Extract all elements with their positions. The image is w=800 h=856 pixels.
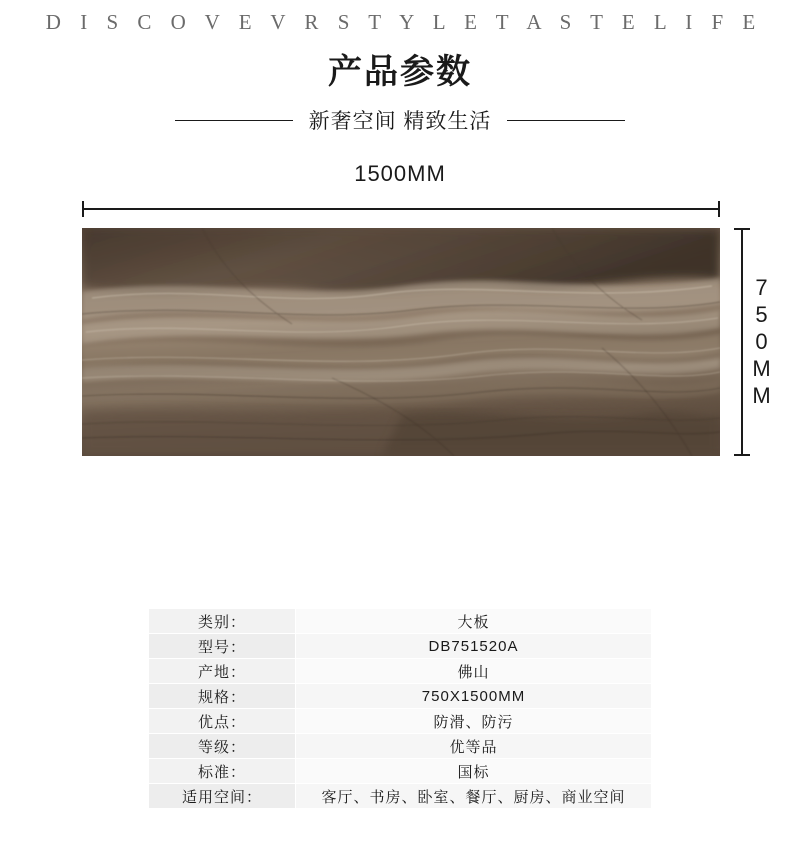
- table-row: [149, 759, 652, 784]
- spec-key: 规格：: [149, 684, 296, 709]
- spec-key: 适用空间：: [149, 784, 296, 809]
- spec-value: DB751520A: [296, 634, 652, 659]
- table-row: [149, 634, 652, 659]
- table-row: [149, 709, 652, 734]
- page-title: 产品参数: [328, 53, 472, 91]
- table-row: [149, 684, 652, 709]
- product-image: [82, 228, 720, 456]
- spec-value: 750X1500MM: [296, 684, 652, 709]
- heading-block: [0, 54, 800, 135]
- spec-table: [148, 608, 652, 809]
- spec-key: 等级：: [149, 734, 296, 759]
- width-dimension-label: 1500MM: [354, 161, 446, 187]
- spec-value: 大板: [296, 609, 652, 634]
- width-line: [82, 208, 720, 210]
- spec-key: 产地：: [149, 659, 296, 684]
- width-measure-bar: [82, 201, 720, 217]
- table-row: [149, 659, 652, 684]
- banner-tagline: D I S C O V E V R S T Y L E T A S T E L I F E: [45, 9, 763, 34]
- subtitle-divider-right: [507, 120, 625, 121]
- page-subtitle: 新奢空间 精致生活: [308, 110, 492, 134]
- spec-value: 优等品: [296, 734, 652, 759]
- height-cap-bottom: [734, 454, 750, 456]
- subtitle-divider-left: [175, 120, 293, 121]
- spec-key: 优点：: [149, 709, 296, 734]
- height-dimension-label: 750MM: [749, 275, 774, 411]
- subtitle-row: [0, 105, 800, 135]
- spec-key: 类别：: [149, 609, 296, 634]
- spec-value: 佛山: [296, 659, 652, 684]
- spec-key: 标准：: [149, 759, 296, 784]
- spec-value: 国标: [296, 759, 652, 784]
- table-row: [149, 734, 652, 759]
- table-row: [149, 609, 652, 634]
- table-row: [149, 784, 652, 809]
- spec-value: 客厅、书房、卧室、餐厅、厨房、商业空间: [296, 784, 652, 809]
- height-line: [741, 228, 743, 456]
- width-cap-right: [718, 201, 720, 217]
- spec-value: 防滑、防污: [296, 709, 652, 734]
- dimension-area: [0, 135, 800, 515]
- spec-key: 型号：: [149, 634, 296, 659]
- spec-table-body: [149, 609, 652, 809]
- marble-texture-icon: [82, 228, 720, 456]
- top-banner: [0, 0, 800, 44]
